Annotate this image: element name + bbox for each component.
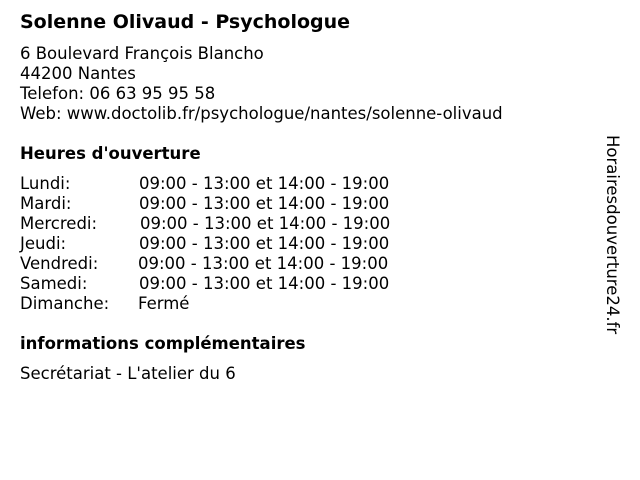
info-text: Secrétariat - L'atelier du 6 [20,364,236,383]
day-label: Vendredi: [20,254,99,273]
time-range: 09:00 - 13:00 et 14:00 - 19:00 [140,214,391,233]
address-block [20,44,503,124]
time-range: 09:00 - 13:00 et 14:00 - 19:00 [139,194,390,213]
time-range: 09:00 - 13:00 et 14:00 - 19:00 [139,274,390,293]
time-range: 09:00 - 13:00 et 14:00 - 19:00 [139,234,390,253]
time-range: 09:00 - 13:00 et 14:00 - 19:00 [138,254,389,273]
time-range: 09:00 - 13:00 et 14:00 - 19:00 [139,174,390,193]
page-title: Solenne Olivaud - Psychologue [20,11,351,33]
day-label: Mardi: [20,194,72,213]
website: Web: www.doctolib.fr/psychologue/nantes/solenne-olivaud [20,104,503,123]
day-label: Jeudi: [20,234,67,253]
phone-number: Telefon: 06 63 95 95 58 [20,84,216,103]
street-address: 6 Boulevard François Blancho [20,44,264,63]
time-range: Fermé [138,294,190,313]
city-address: 44200 Nantes [20,64,136,83]
day-label: Dimanche: [20,294,110,313]
day-label: Mercredi: [20,214,98,233]
hours-heading: Heures d'ouverture [20,144,201,163]
site-watermark: Horairesdouverture24.fr [603,135,622,335]
day-label: Samedi: [20,274,88,293]
info-heading: informations complémentaires [20,334,306,353]
day-label: Lundi: [20,174,71,193]
